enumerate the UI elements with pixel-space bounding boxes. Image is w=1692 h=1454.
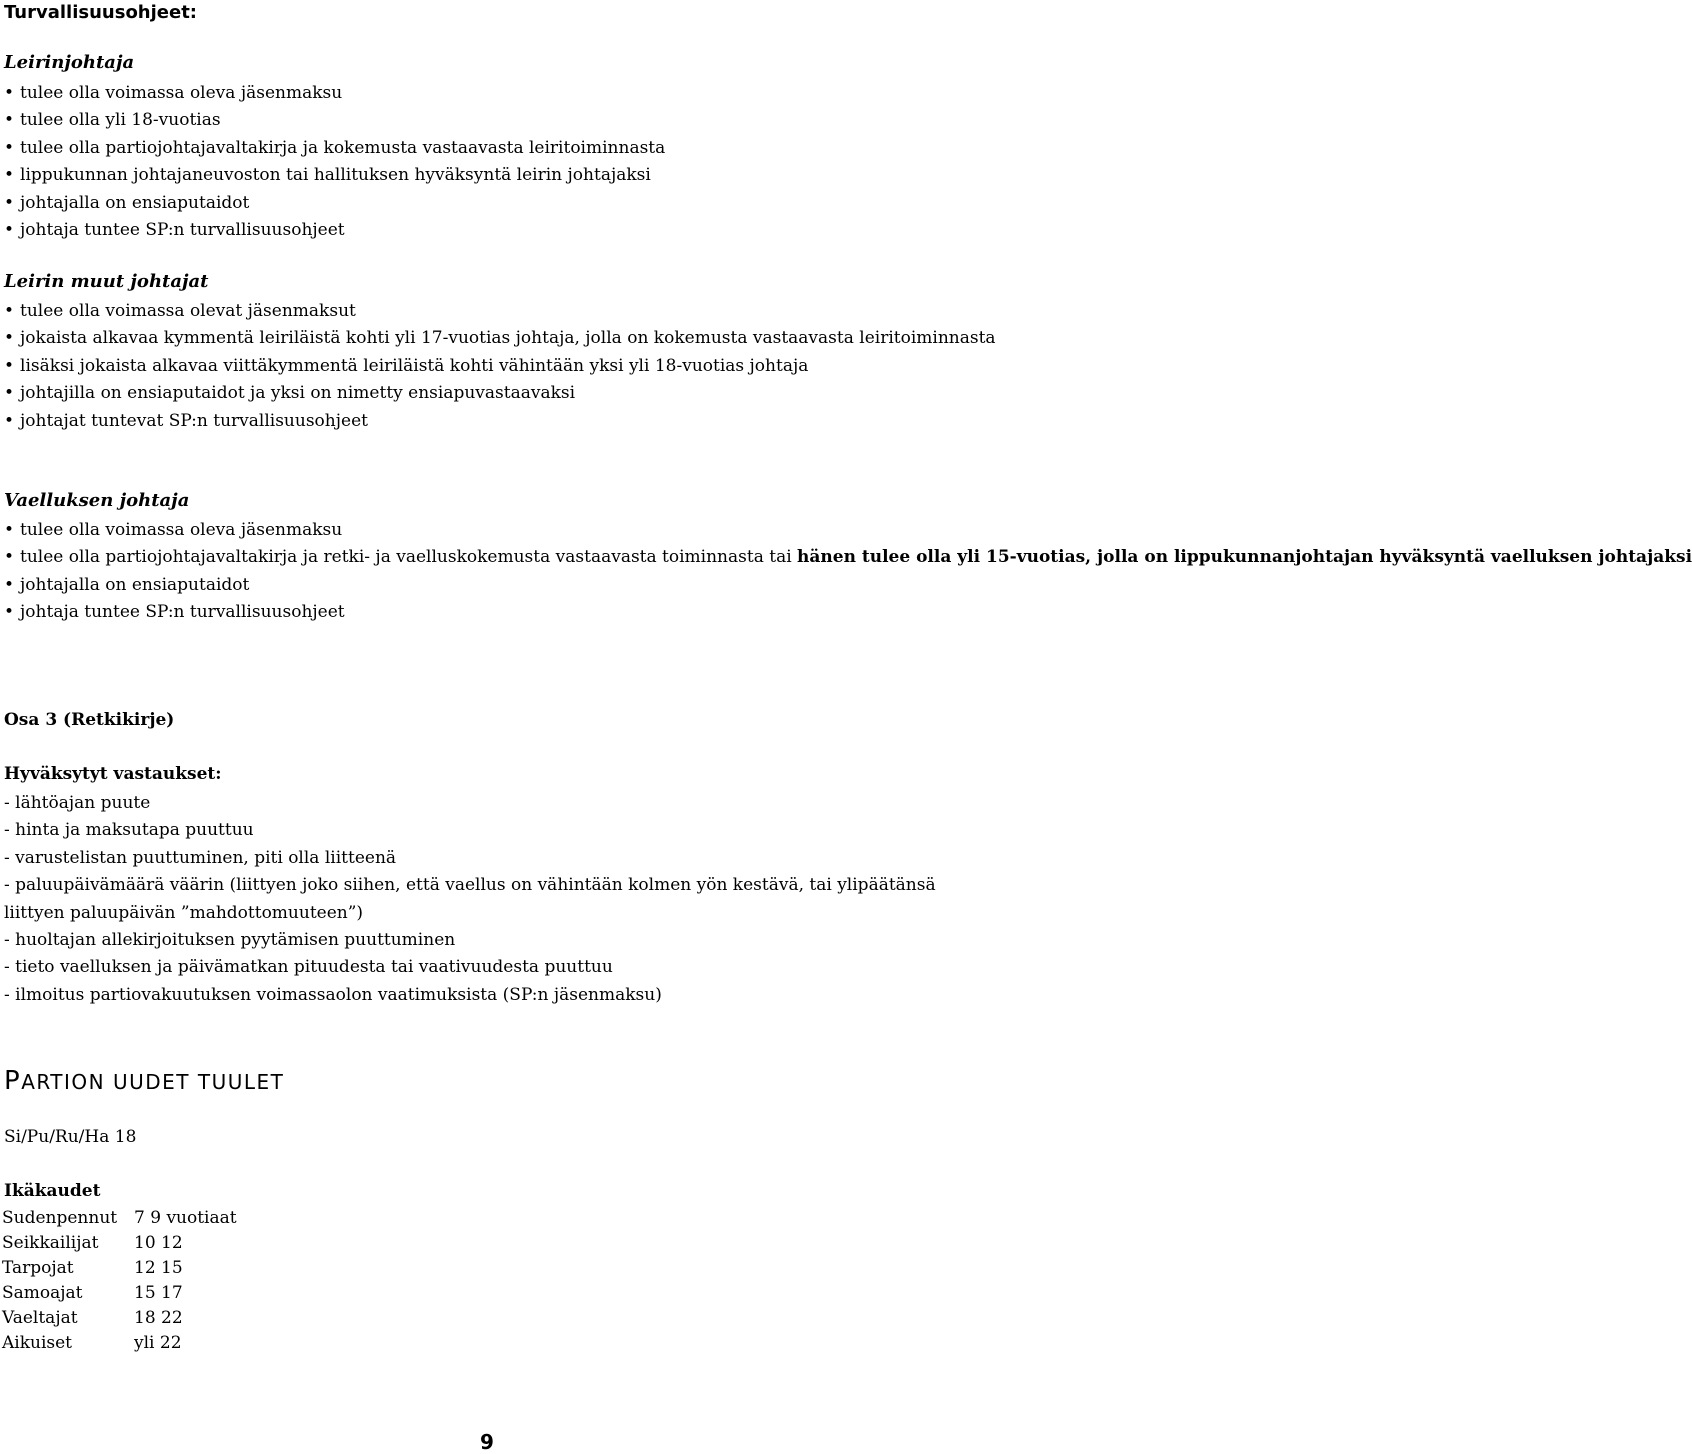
list-item — [4, 544, 1692, 571]
age-group: Aikuiset — [2, 1333, 73, 1353]
age-group: Vaeltajat — [2, 1308, 78, 1328]
list-item: • johtaja tuntee SP:n turvallisuusohjeet — [4, 217, 665, 244]
partio-heading-cap: P — [4, 1066, 22, 1096]
table-row — [2, 1306, 237, 1331]
age-range: 12 15 — [134, 1258, 183, 1278]
ages-table — [2, 1206, 237, 1356]
age-group: Tarpojat — [2, 1258, 74, 1278]
table-row — [2, 1206, 237, 1231]
partio-subtitle: Si/Pu/Ru/Ha 18 — [4, 1127, 137, 1147]
page-title: Turvallisuusohjeet: — [4, 2, 198, 23]
section-heading-vaelluksen-johtaja: Vaelluksen johtaja — [4, 490, 190, 511]
list-item: • tulee olla yli 18-vuotias — [4, 107, 665, 134]
section-heading-leirinjohtaja: Leirinjohtaja — [4, 52, 135, 73]
table-row — [2, 1281, 237, 1306]
list-item: - ilmoitus partiovakuutuksen voimassaolon vaatimuksista (SP:n jäsenmaksu) — [4, 984, 662, 1005]
age-range: 15 17 — [134, 1283, 183, 1303]
list-item: • tulee olla partiojohtajavaltakirja ja kokemusta vastaavasta leiritoiminnasta — [4, 135, 665, 162]
list-item: • lippukunnan johtajaneuvoston tai hallituksen hyväksyntä leirin johtajaksi — [4, 162, 665, 189]
age-group: Samoajat — [2, 1283, 83, 1303]
list-item: - varustelistan puuttuminen, piti olla liitteenä — [4, 847, 397, 868]
list-item: • johtajilla on ensiaputaidot ja yksi on nimetty ensiapuvastaavaksi — [4, 380, 956, 407]
partio-heading-rest: ARTION UUDET TUULET — [21, 1070, 285, 1094]
list-vaelluksen-johtaja — [4, 517, 1692, 627]
list-item: - tieto vaelluksen ja päivämatkan pituudesta tai vaativuudesta puuttuu — [4, 957, 613, 978]
list-item: • johtajalla on ensiaputaidot — [4, 572, 956, 599]
list-item: - lähtöajan puute — [4, 793, 151, 813]
list-item: • johtaja tuntee SP:n turvallisuusohjeet — [4, 599, 956, 626]
list-item-bold-text: hänen tulee olla yli 15-vuotias, jolla on lippukunnanjohtajan hyväksyntä vaelluksen johtajaksi — [797, 547, 1692, 568]
list-item-text: tulee olla partiojohtajavaltakirja ja retki- ja vaelluskokemusta vastaavasta toiminnasta tai — [20, 547, 798, 568]
accepted-answers-heading: Hyväksytyt vastaukset: — [4, 764, 222, 784]
age-group: Seikkailijat — [2, 1233, 99, 1253]
list-item: • jokaista alkavaa kymmentä leiriläistä kohti yli 17-vuotias johtaja, jolla on kokemusta vastaavasta leiritoiminnasta — [4, 325, 956, 352]
table-row — [2, 1231, 237, 1256]
section-heading-muut-johtajat: Leirin muut johtajat — [4, 271, 209, 292]
age-range: yli 22 — [134, 1333, 182, 1353]
list-muut-johtajat — [4, 298, 996, 435]
partio-heading — [4, 1066, 284, 1096]
list-item: • tulee olla voimassa oleva jäsenmaksu — [4, 517, 956, 544]
page-number: 9 — [480, 1430, 494, 1454]
ages-heading: Ikäkaudet — [4, 1181, 101, 1201]
list-leirinjohtaja — [4, 80, 665, 244]
list-item: • tulee olla voimassa olevat jäsenmaksut — [4, 298, 956, 325]
table-row — [2, 1331, 237, 1356]
list-item: • tulee olla voimassa oleva jäsenmaksu — [4, 80, 665, 107]
list-item: - huoltajan allekirjoituksen pyytämisen puuttuminen — [4, 930, 456, 951]
age-group: Sudenpennut — [2, 1208, 118, 1228]
table-row — [2, 1256, 237, 1281]
age-range: 10 12 — [134, 1233, 183, 1253]
list-item: • lisäksi jokaista alkavaa viittäkymmentä leiriläistä kohti vähintään yksi yli 18-vuotias johtaja — [4, 353, 956, 380]
age-range: 7 9 vuotiaat — [134, 1208, 237, 1228]
list-item: • johtajalla on ensiaputaidot — [4, 190, 665, 217]
list-item: - paluupäivämäärä väärin (liittyen joko siihen, että vaellus on vähintään kolmen yön kestävä, tai ylipäätänsä liittyen paluupäivän ”mahdottomuuteen”) — [4, 875, 936, 923]
list-item: • johtajat tuntevat SP:n turvallisuusohjeet — [4, 408, 956, 435]
age-range: 18 22 — [134, 1308, 183, 1328]
osa3-heading: Osa 3 (Retkikirje) — [4, 710, 175, 730]
answers-list — [4, 790, 956, 1009]
list-item: - hinta ja maksutapa puuttuu — [4, 820, 254, 841]
